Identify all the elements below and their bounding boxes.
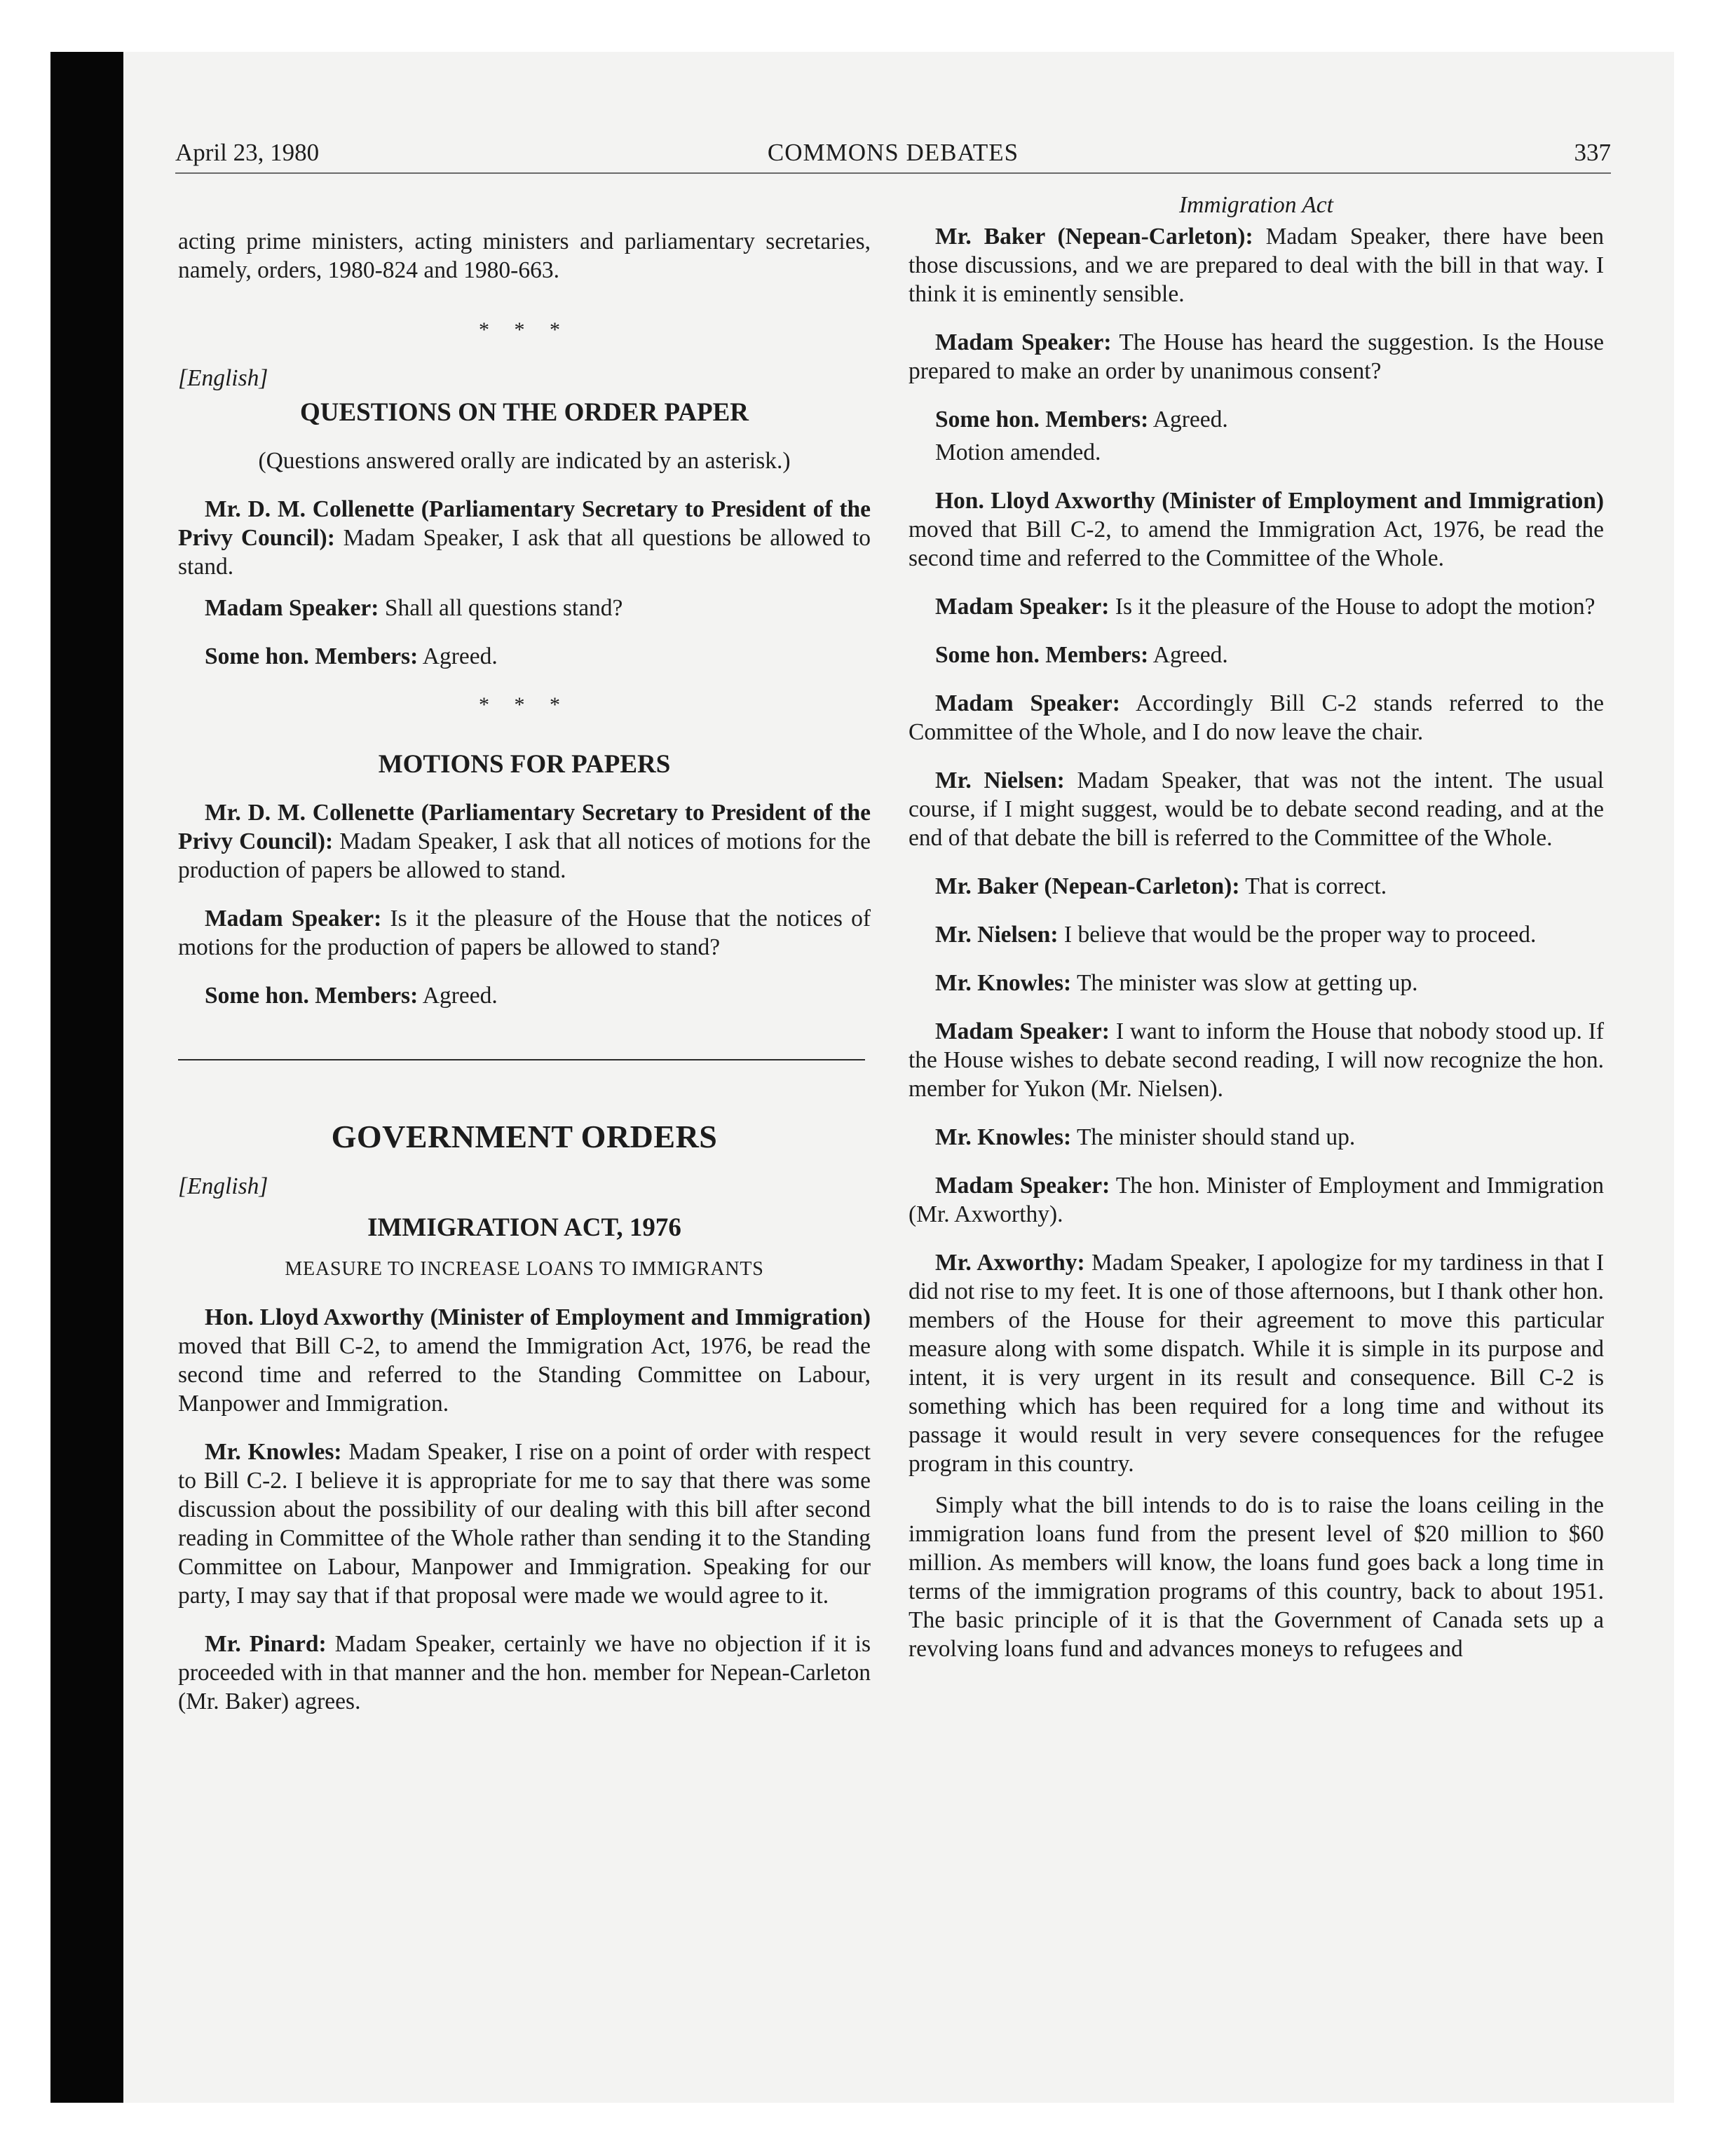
- speech: [909, 1248, 1604, 1478]
- paragraph: Simply what the bill intends to do is to raise the loans ceiling in the immigration loans fund from the present level of $20 million to $60 million. As members will know, the loans fund goes back a long time in terms of the immigration programs of this country, back to about 1951. The basic principle of it is that the Government of Canada sets up a revolving loans fund and advances moneys to refugees and: [909, 1492, 1604, 1662]
- speaker-name: Madam Speaker:: [935, 1173, 1110, 1199]
- speech: [178, 495, 871, 581]
- speech: [909, 222, 1604, 308]
- right-column: [909, 191, 1604, 1663]
- speech-text: moved that Bill C-2, to amend the Immigration Act, 1976, be read the second time and referred to the Committee of the Whole.: [909, 517, 1604, 571]
- speech: [909, 1171, 1604, 1229]
- section-separator: * * *: [479, 318, 570, 341]
- speech-text: Madam Speaker, I ask that all notices of motions for the production of papers be allowed to stand.: [178, 828, 871, 883]
- speech-text: The hon. Minister of Employment and Immigration (Mr. Axworthy).: [909, 1173, 1604, 1227]
- speech: [909, 405, 1604, 434]
- speech: [909, 328, 1604, 386]
- left-column: [178, 191, 871, 1716]
- speech-text: That is correct.: [1245, 873, 1387, 899]
- speech-text: I believe that would be the proper way to proceed.: [1063, 922, 1537, 948]
- section-heading: MOTIONS FOR PAPERS: [378, 750, 671, 779]
- speaker-name: Mr. Axworthy:: [935, 1250, 1085, 1276]
- section-heading: QUESTIONS ON THE ORDER PAPER: [299, 398, 749, 427]
- speech: [178, 1630, 871, 1716]
- speech-text: Madam Speaker, that was not the intent. The usual course, if I might suggest, would be to debate second reading, and at the end of that debate the bill is referred to the Committee of the Whole.: [909, 767, 1604, 851]
- speech: [178, 798, 871, 885]
- speech: [178, 642, 871, 671]
- speech-text: Is it the pleasure of the House to adopt the motion?: [1115, 594, 1595, 620]
- speech-text: Madam Speaker, there have been those discussions, and we are prepared to deal with the bill in that way. I think it is eminently sensible.: [909, 224, 1604, 307]
- speaker-name: Madam Speaker:: [935, 1018, 1110, 1044]
- speech-text: Madam Speaker, certainly we have no objection if it is proceeded with in that manner and the hon. member for Nepean-Carleton (Mr. Baker) agrees.: [178, 1631, 871, 1714]
- speaker-name: Madam Speaker:: [205, 595, 379, 621]
- speech: [909, 872, 1604, 901]
- speaker-name: Mr. Knowles:: [205, 1439, 342, 1465]
- page-number: 337: [1574, 139, 1611, 166]
- speech-text: Shall all questions stand?: [384, 595, 623, 621]
- speaker-name: Some hon. Members:: [935, 642, 1149, 668]
- speech-text: Agreed.: [422, 643, 498, 669]
- speech: [178, 594, 871, 622]
- speech: [909, 766, 1604, 852]
- speaker-name: Mr. Nielsen:: [935, 922, 1059, 948]
- speaker-name: Madam Speaker:: [935, 594, 1110, 620]
- speech-text: Madam Speaker, I rise on a point of order with respect to Bill C-2. I believe it is appropriate for me to say that there was some discussion about the possibility of our dealing with this bill after second reading in Committee of the Whole rather than sending it to the Standing Committee on Labour, Manpower and Immigration. Speaking for our party, I may say that if that proposal were made we would agree to it.: [178, 1439, 871, 1609]
- section-separator: * * *: [479, 693, 570, 716]
- speaker-name: Madam Speaker:: [935, 329, 1112, 355]
- speaker-name: Hon. Lloyd Axworthy (Minister of Employment and Immigration): [205, 1304, 871, 1330]
- running-title: Immigration Act: [1179, 192, 1333, 218]
- speaker-name: Mr. Baker (Nepean-Carleton):: [935, 224, 1253, 250]
- speech-text: Agreed.: [1152, 642, 1228, 668]
- speech-text: Accordingly Bill C-2 stands referred to the Committee of the Whole, and I do now leave the chair.: [909, 690, 1605, 745]
- language-marker: [English]: [178, 365, 268, 391]
- speech: [909, 920, 1604, 949]
- binding-edge: [50, 52, 123, 2103]
- speaker-name: Mr. Knowles:: [935, 1124, 1072, 1150]
- speaker-name: Madam Speaker:: [205, 906, 382, 932]
- header-title: COMMONS DEBATES: [767, 139, 1019, 166]
- speech: [909, 689, 1604, 746]
- speech-text: Madam Speaker, I ask that all questions be allowed to stand.: [178, 525, 871, 580]
- speaker-name: Some hon. Members:: [205, 983, 419, 1009]
- speech-text: moved that Bill C-2, to amend the Immigration Act, 1976, be read the second time and referred to the Standing Committee on Labour, Manpower and Immigration.: [178, 1333, 871, 1417]
- speech: [909, 969, 1604, 997]
- speaker-name: Mr. Knowles:: [935, 970, 1072, 996]
- section-heading: GOVERNMENT ORDERS: [331, 1119, 718, 1154]
- speech: [909, 486, 1604, 573]
- speech-text: The minister was slow at getting up.: [1076, 970, 1418, 996]
- speaker-name: Mr. D. M. Collenette (Parliamentary Secretary to President of the Privy Council):: [178, 496, 871, 551]
- speech-text: Is it the pleasure of the House that the notices of motions for the production of papers be allowed to stand?: [178, 906, 871, 960]
- speech-text: The minister should stand up.: [1076, 1124, 1356, 1150]
- speech: [178, 904, 871, 962]
- speech-text: Madam Speaker, I apologize for my tardiness in that I did not rise to my feet. It is one of those afternoons, but I thank other hon. members of the House for their agreement to move this particular measure along with some dispatch. While it is simple in its purpose and intent, it is very urgent in its result and consequence. Bill C-2 is something which has been required for a long time and without its passage it would result in very severe consequences for the refugee program in this country.: [909, 1250, 1604, 1477]
- page-header: [175, 137, 1611, 174]
- speaker-name: Mr. Pinard:: [205, 1631, 327, 1657]
- speaker-name: Some hon. Members:: [205, 643, 419, 669]
- speaker-name: Mr. D. M. Collenette (Parliamentary Secretary to President of the Privy Council):: [178, 800, 871, 854]
- divider-rule: [178, 1059, 865, 1060]
- speech: [909, 641, 1604, 669]
- speaker-name: Hon. Lloyd Axworthy (Minister of Employment and Immigration): [935, 488, 1604, 514]
- section-heading: IMMIGRATION ACT, 1976: [367, 1213, 681, 1242]
- speech: [909, 1017, 1604, 1103]
- subheading: MEASURE TO INCREASE LOANS TO IMMIGRANTS: [285, 1258, 764, 1280]
- speech-text: The House has heard the suggestion. Is the House prepared to make an order by unanimous consent?: [909, 329, 1604, 384]
- header-date: April 23, 1980: [175, 139, 320, 166]
- speech-text: Agreed.: [422, 983, 498, 1009]
- speech: [178, 1303, 871, 1418]
- speech: [909, 592, 1604, 621]
- speech: [178, 1438, 871, 1610]
- speech: [909, 1123, 1604, 1152]
- speech-text: I want to inform the House that nobody stood up. If the House wishes to debate second reading, I will now recognize the hon. member for Yukon (Mr. Nielsen).: [909, 1018, 1605, 1102]
- speech-text: Agreed.: [1152, 407, 1228, 432]
- note: (Questions answered orally are indicated by an asterisk.): [258, 448, 791, 474]
- speaker-name: Some hon. Members:: [935, 407, 1149, 432]
- paragraph: Motion amended.: [935, 439, 1101, 465]
- speaker-name: Mr. Nielsen:: [935, 767, 1065, 793]
- speaker-name: Madam Speaker:: [935, 690, 1120, 716]
- paragraph: acting prime ministers, acting ministers and parliamentary secretaries, namely, orders, 1980-824 and 1980-663.: [178, 228, 871, 283]
- language-marker: [English]: [178, 1173, 268, 1199]
- speech: [178, 981, 871, 1010]
- speaker-name: Mr. Baker (Nepean-Carleton):: [935, 873, 1240, 899]
